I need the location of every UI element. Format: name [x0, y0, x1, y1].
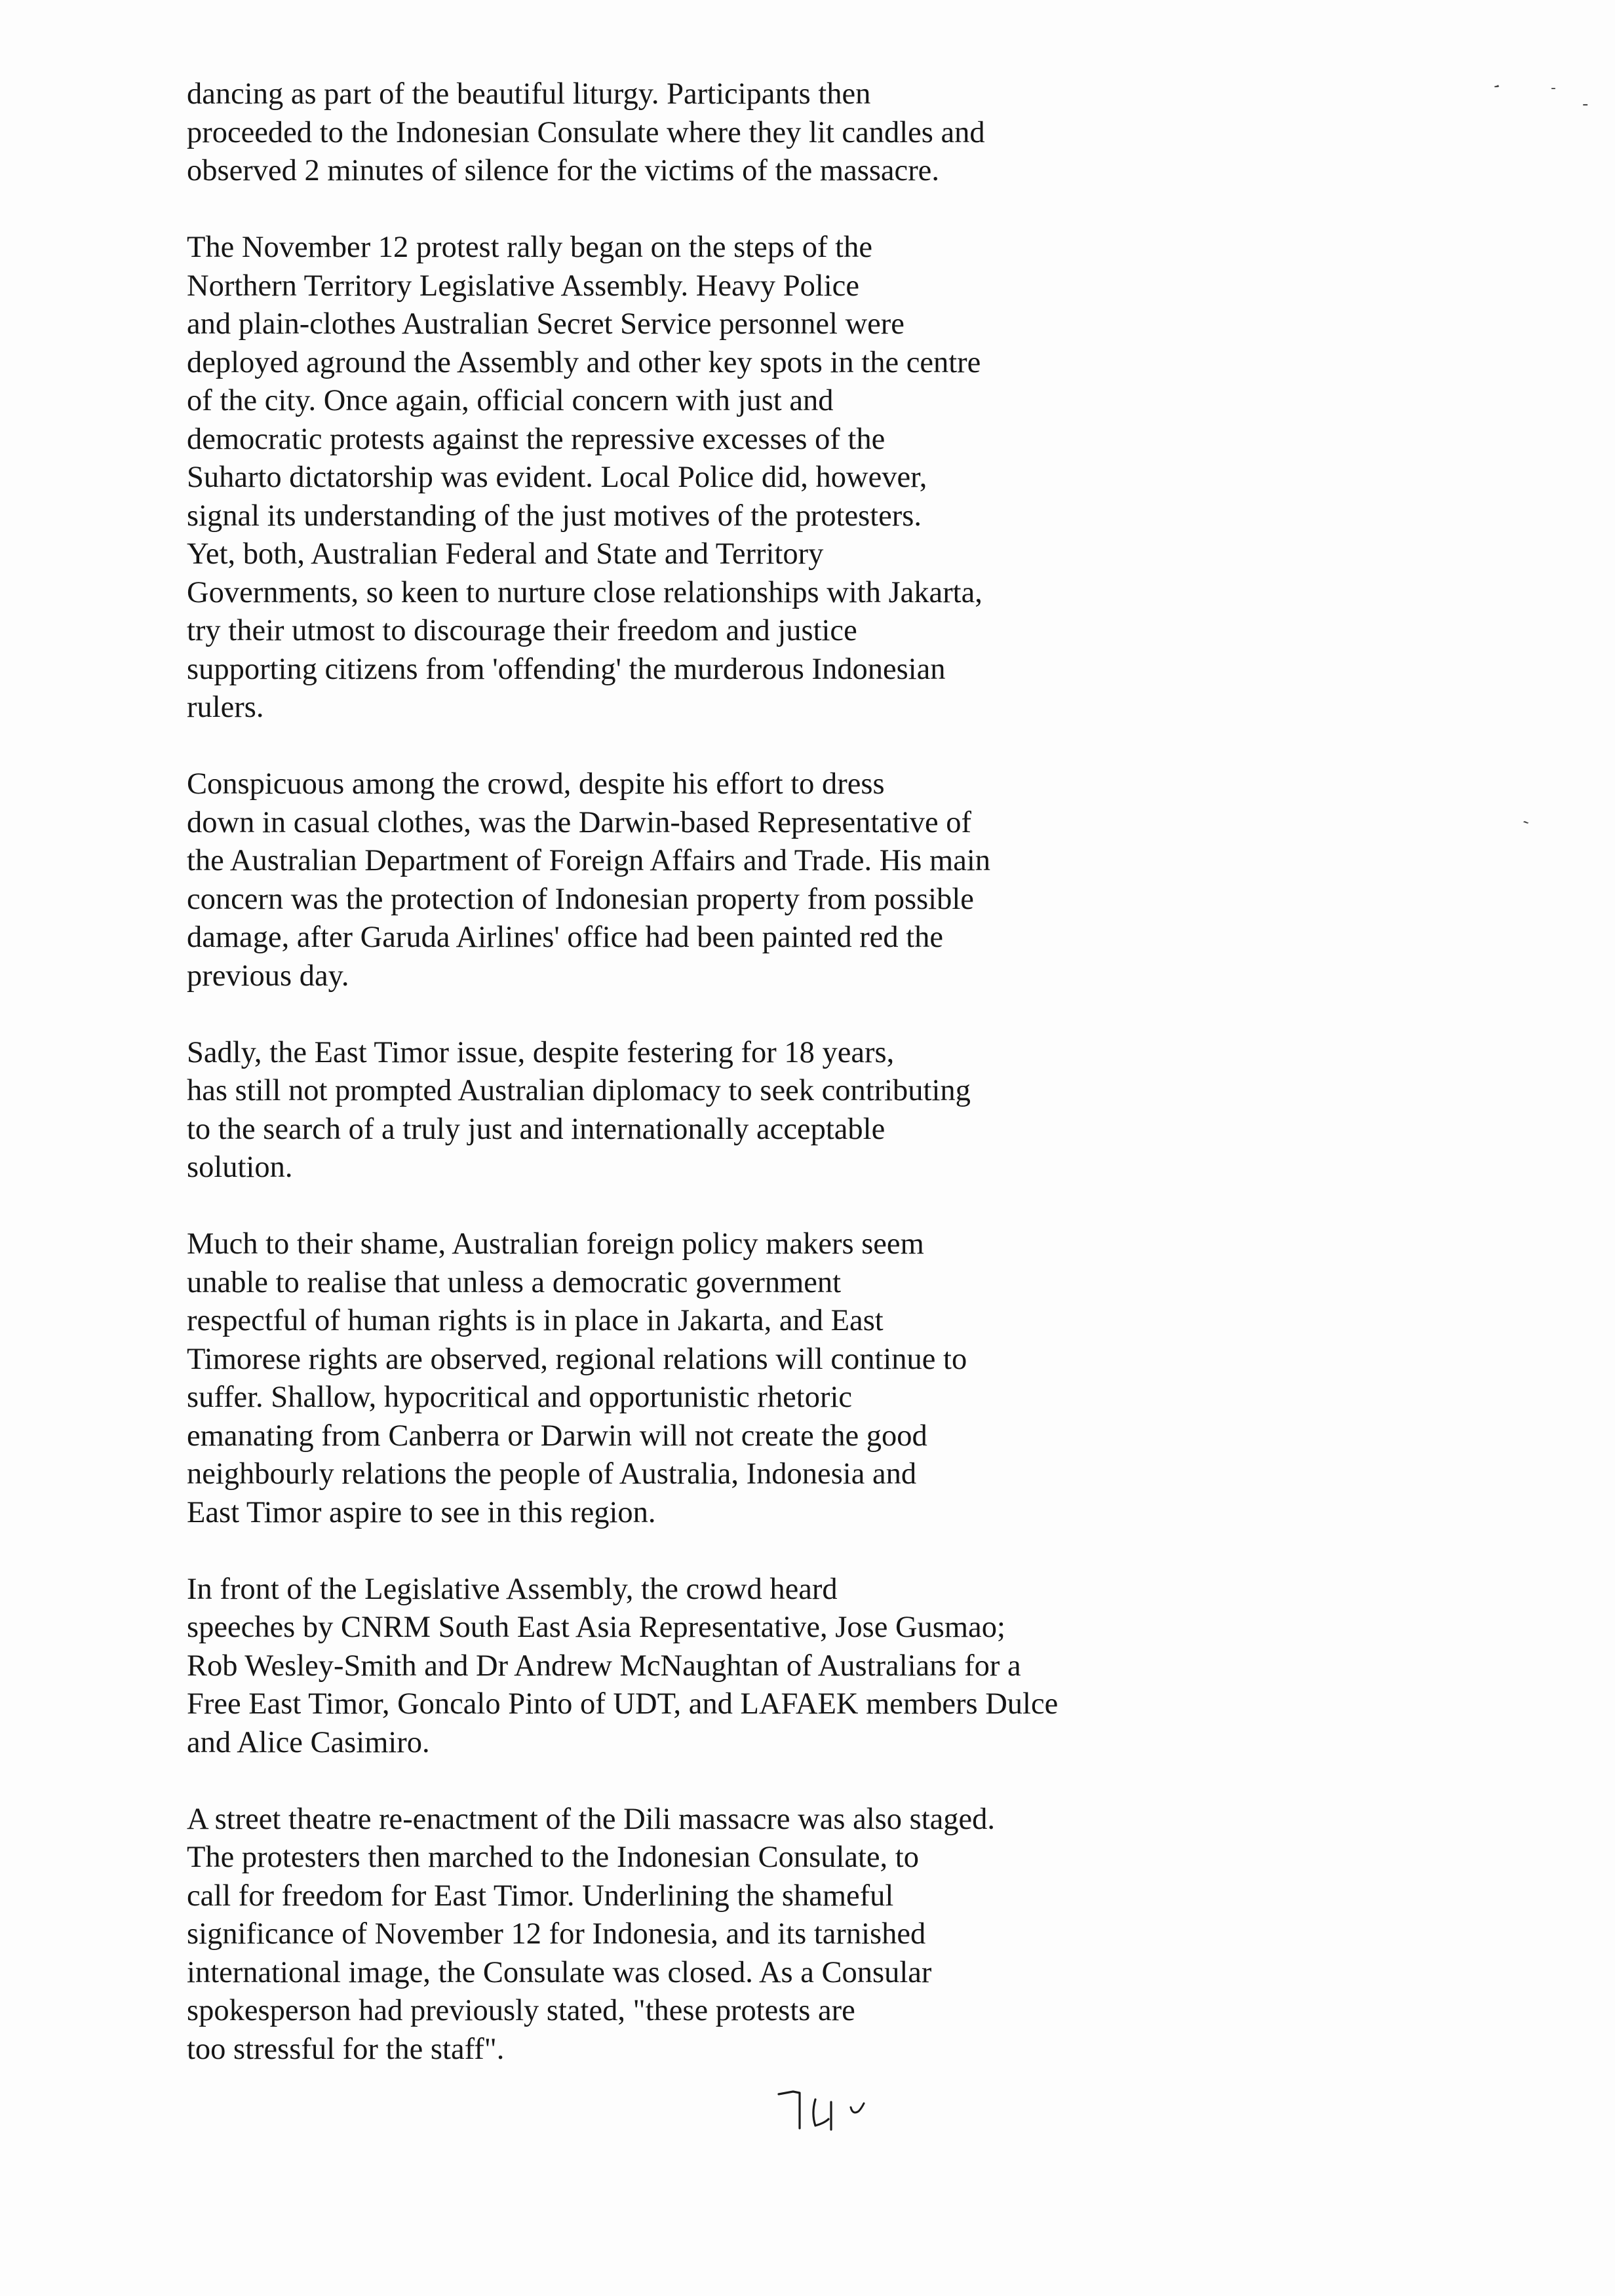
paragraph-street-theatre [187, 1801, 1432, 2069]
text-line: unable to realise that unless a democratic government [187, 1265, 842, 1299]
text-line: has still not prompted Australian diplomacy to seek contributing [187, 1074, 971, 1107]
scan-speck: ʼ [1481, 81, 1504, 97]
text-line: dancing as part of the beautiful liturgy. Participants then [187, 77, 871, 111]
text-line: suffer. Shallow, hypocritical and opportunistic rhetoric [187, 1381, 853, 1414]
text-line: East Timor aspire to see in this region. [187, 1495, 656, 1529]
text-line: spokesperson had previously stated, "these protests are [187, 1994, 855, 2027]
paragraph-liturgy [187, 75, 1432, 191]
text-line: to the search of a truly just and internationally acceptable [187, 1112, 885, 1146]
text-line: democratic protests against the repressive excesses of the [187, 422, 885, 456]
text-line: Suharto dictatorship was evident. Local Police did, however, [187, 461, 927, 494]
text-line: significance of November 12 for Indonesia, and its tarnished [187, 1917, 926, 1951]
scan-speck: ˋ [1521, 816, 1541, 841]
text-line: international image, the Consulate was closed. As a Consular [187, 1955, 932, 1989]
text-line: respectful of human rights is in place in Jakarta, and East [187, 1304, 884, 1337]
text-line: solution. [187, 1151, 293, 1184]
text-line: Conspicuous among the crowd, despite his effort to dress [187, 767, 885, 801]
text-line: The protesters then marched to the Indonesian Consulate, to [187, 1841, 919, 1874]
text-line: of the city. Once again, official concern with just and [187, 384, 834, 417]
text-line: down in casual clothes, was the Darwin-based Representative of [187, 805, 971, 839]
text-line: rulers. [187, 691, 264, 724]
text-line: Timorese rights are observed, regional relations will continue to [187, 1342, 967, 1376]
text-line: Yet, both, Australian Federal and State and Territory [187, 537, 824, 571]
text-line: Rob Wesley-Smith and Dr Andrew McNaughtan of Australians for a [187, 1649, 1021, 1683]
text-line: Governments, so keen to nurture close relationships with Jakarta, [187, 575, 983, 609]
article-body [187, 75, 1432, 2107]
text-line: damage, after Garuda Airlines' office had been painted red the [187, 921, 944, 954]
text-line: too stressful for the staff". [187, 2032, 505, 2066]
paragraph-protest-rally [187, 229, 1432, 727]
text-line: speeches by CNRM South East Asia Representative, Jose Gusmao; [187, 1611, 1005, 1644]
text-line: concern was the protection of Indonesian property from possible [187, 882, 974, 916]
handwritten-signature [760, 2077, 878, 2143]
text-line: signal its understanding of the just motives of the protesters. [187, 499, 922, 533]
scan-speck: - [1582, 94, 1589, 114]
text-line: try their utmost to discourage their freedom and justice [187, 614, 857, 647]
text-line: The November 12 protest rally began on the steps of the [187, 231, 872, 264]
text-line: previous day. [187, 959, 349, 993]
paragraph-dfat-representative [187, 765, 1432, 995]
text-line: Much to their shame, Australian foreign policy makers seem [187, 1227, 924, 1261]
paragraph-east-timor-issue [187, 1034, 1432, 1187]
text-line: A street theatre re-enactment of the Dili massacre was also staged. [187, 1802, 996, 1836]
text-line: Sadly, the East Timor issue, despite festering for 18 years, [187, 1035, 895, 1069]
text-line: supporting citizens from 'offending' the murderous Indonesian [187, 652, 946, 686]
text-line: the Australian Department of Foreign Affairs and Trade. His main [187, 844, 991, 877]
text-line: and Alice Casimiro. [187, 1725, 430, 1759]
text-line: observed 2 minutes of silence for the victims of the massacre. [187, 154, 939, 187]
text-line: Northern Territory Legislative Assembly. Heavy Police [187, 269, 859, 303]
paragraph-foreign-policy [187, 1225, 1432, 1532]
text-line: In front of the Legislative Assembly, the crowd heard [187, 1572, 838, 1606]
text-line: neighbourly relations the people of Australia, Indonesia and [187, 1457, 917, 1491]
text-line: proceeded to the Indonesian Consulate where they lit candles and [187, 115, 985, 149]
text-line: deployed aground the Assembly and other key spots in the centre [187, 345, 981, 379]
text-line: emanating from Canberra or Darwin will not create the good [187, 1419, 927, 1453]
paragraph-speeches [187, 1571, 1432, 1763]
text-line: call for freedom for East Timor. Underlining the shameful [187, 1879, 894, 1913]
text-line: and plain-clothes Australian Secret Service personnel were [187, 307, 905, 341]
text-line: Free East Timor, Goncalo Pinto of UDT, and LAFAEK members Dulce [187, 1687, 1059, 1721]
scan-speck: - [1551, 80, 1556, 96]
